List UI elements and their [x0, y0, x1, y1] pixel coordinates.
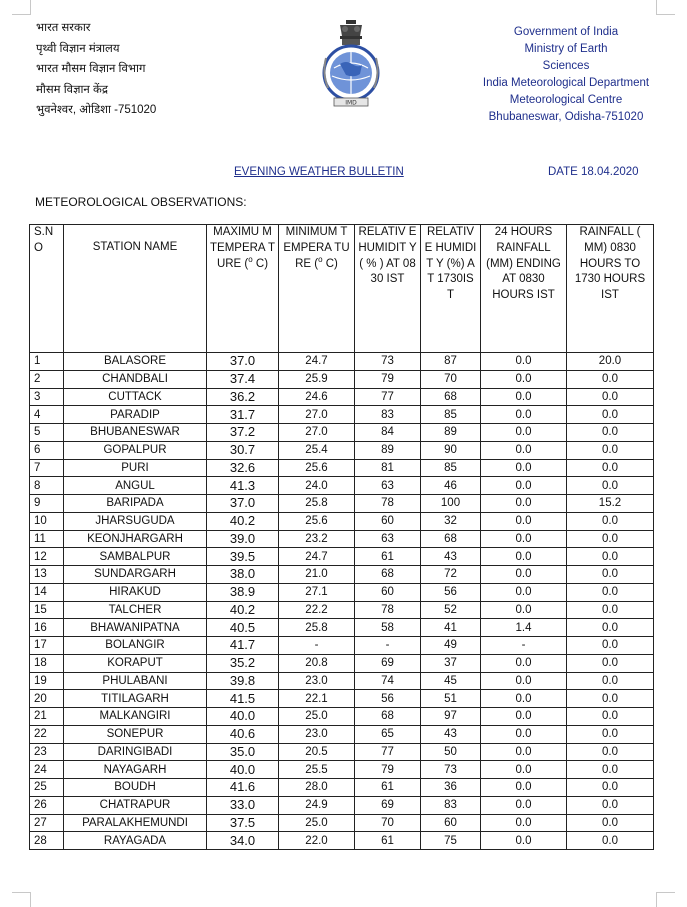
table-row [30, 388, 654, 406]
cell-min-temp: 24.9 [279, 796, 355, 814]
cell-rh-0830: 56 [355, 690, 421, 708]
cell-rh-1730: 43 [421, 725, 481, 743]
cell-sno: 22 [30, 725, 64, 743]
cell-rain-0830-1730: 0.0 [567, 637, 654, 655]
table-row [30, 477, 654, 495]
table-row [30, 619, 654, 637]
cell-rh-0830: 68 [355, 566, 421, 584]
cell-sno: 21 [30, 708, 64, 726]
table-row [30, 566, 654, 584]
cell-sno: 1 [30, 353, 64, 371]
cell-min-temp: 25.8 [279, 619, 355, 637]
cell-rh-1730: 37 [421, 654, 481, 672]
cell-rh-0830: 84 [355, 424, 421, 442]
cell-sno: 20 [30, 690, 64, 708]
cell-rh-0830: 79 [355, 370, 421, 388]
cell-rain-0830-1730: 0.0 [567, 406, 654, 424]
table-row [30, 743, 654, 761]
cell-sno: 19 [30, 672, 64, 690]
cell-min-temp: 28.0 [279, 779, 355, 797]
cell-min-temp: 27.0 [279, 424, 355, 442]
cell-rain-24h: 0.0 [481, 512, 567, 530]
cell-station: CUTTACK [64, 388, 207, 406]
cell-rh-0830: 74 [355, 672, 421, 690]
cell-station: HIRAKUD [64, 583, 207, 601]
cell-rain-24h: 0.0 [481, 725, 567, 743]
cell-max-temp: 33.0 [207, 796, 279, 814]
cell-min-temp: 25.9 [279, 370, 355, 388]
cell-min-temp: 22.2 [279, 601, 355, 619]
header-station-name: STATION NAME [64, 225, 207, 353]
cell-rh-0830: 89 [355, 441, 421, 459]
cell-sno: 5 [30, 424, 64, 442]
cell-rain-0830-1730: 0.0 [567, 424, 654, 442]
cell-rain-24h: 0.0 [481, 708, 567, 726]
cell-min-temp: 24.7 [279, 548, 355, 566]
table-row [30, 512, 654, 530]
cell-min-temp: 27.0 [279, 406, 355, 424]
cell-rh-0830: 60 [355, 512, 421, 530]
cell-rh-0830: 79 [355, 761, 421, 779]
table-row [30, 725, 654, 743]
cell-sno: 6 [30, 441, 64, 459]
table-row [30, 761, 654, 779]
bulletin-title: EVENING WEATHER BULLETIN [234, 166, 404, 178]
cell-rain-24h: 0.0 [481, 548, 567, 566]
cell-station: TITILAGARH [64, 690, 207, 708]
cell-rh-1730: 85 [421, 406, 481, 424]
cell-max-temp: 37.0 [207, 495, 279, 513]
cell-rain-0830-1730: 0.0 [567, 672, 654, 690]
cell-rain-24h: 0.0 [481, 388, 567, 406]
cell-min-temp: 23.2 [279, 530, 355, 548]
cell-rain-24h: 0.0 [481, 406, 567, 424]
cell-min-temp: 25.8 [279, 495, 355, 513]
cell-sno: 7 [30, 459, 64, 477]
cell-max-temp: 36.2 [207, 388, 279, 406]
cell-rh-0830: - [355, 637, 421, 655]
cell-station: PARALAKHEMUNDI [64, 814, 207, 832]
cell-rh-0830: 70 [355, 814, 421, 832]
header-rain-24h: 24 HOURS RAINFALL (MM) ENDING AT 0830 HOURS IST [481, 225, 567, 353]
cell-station: KEONJHARGARH [64, 530, 207, 548]
cell-station: BHAWANIPATNA [64, 619, 207, 637]
emblem-text: IMD [345, 99, 357, 107]
cell-rain-24h: 0.0 [481, 566, 567, 584]
cell-sno: 27 [30, 814, 64, 832]
table-row [30, 583, 654, 601]
cell-station: JHARSUGUDA [64, 512, 207, 530]
cell-max-temp: 31.7 [207, 406, 279, 424]
cell-rain-0830-1730: 0.0 [567, 654, 654, 672]
cell-rain-0830-1730: 0.0 [567, 779, 654, 797]
cell-rain-24h: 0.0 [481, 424, 567, 442]
cell-rh-1730: 45 [421, 672, 481, 690]
table-row [30, 353, 654, 371]
cell-rh-1730: 70 [421, 370, 481, 388]
cell-rh-1730: 87 [421, 353, 481, 371]
cell-rh-1730: 89 [421, 424, 481, 442]
cell-rh-0830: 83 [355, 406, 421, 424]
cell-station: PARADIP [64, 406, 207, 424]
cell-max-temp: 39.5 [207, 548, 279, 566]
cell-station: BHUBANESWAR [64, 424, 207, 442]
cell-station: SAMBALPUR [64, 548, 207, 566]
cell-rain-0830-1730: 0.0 [567, 619, 654, 637]
cell-rh-0830: 58 [355, 619, 421, 637]
cell-rh-0830: 77 [355, 388, 421, 406]
table-row [30, 459, 654, 477]
cell-min-temp: 25.0 [279, 708, 355, 726]
observations-table [29, 224, 654, 850]
cell-rain-0830-1730: 0.0 [567, 370, 654, 388]
english-line: India Meteorological Department [482, 77, 650, 89]
cell-rh-1730: 56 [421, 583, 481, 601]
cell-max-temp: 30.7 [207, 441, 279, 459]
cell-rh-1730: 83 [421, 796, 481, 814]
cell-rh-1730: 52 [421, 601, 481, 619]
cell-rain-0830-1730: 0.0 [567, 690, 654, 708]
cell-max-temp: 35.0 [207, 743, 279, 761]
cell-rh-1730: 85 [421, 459, 481, 477]
header-max-temp: MAXIMU M TEMPERA TURE ($^o$ C) [207, 225, 279, 353]
cell-max-temp: 40.0 [207, 761, 279, 779]
cell-rain-24h: 0.0 [481, 459, 567, 477]
table-row [30, 779, 654, 797]
table-row [30, 814, 654, 832]
cell-max-temp: 38.0 [207, 566, 279, 584]
cell-rain-24h: 0.0 [481, 832, 567, 850]
english-line: Bhubaneswar, Odisha-751020 [488, 111, 644, 123]
cell-station: TALCHER [64, 601, 207, 619]
cell-rh-0830: 78 [355, 495, 421, 513]
table-row [30, 548, 654, 566]
cell-rain-24h: 0.0 [481, 654, 567, 672]
cell-rh-0830: 63 [355, 530, 421, 548]
cell-min-temp: 25.6 [279, 512, 355, 530]
cell-max-temp: 41.7 [207, 637, 279, 655]
cell-min-temp: 21.0 [279, 566, 355, 584]
cell-sno: 2 [30, 370, 64, 388]
cell-max-temp: 32.6 [207, 459, 279, 477]
cell-rh-0830: 65 [355, 725, 421, 743]
cell-max-temp: 35.2 [207, 654, 279, 672]
english-line: Government of India [513, 26, 619, 38]
cell-sno: 11 [30, 530, 64, 548]
cell-rain-24h: 0.0 [481, 601, 567, 619]
cell-max-temp: 41.6 [207, 779, 279, 797]
cell-rh-0830: 61 [355, 832, 421, 850]
cell-min-temp: 22.1 [279, 690, 355, 708]
cell-rh-1730: 49 [421, 637, 481, 655]
english-line: Meteorological Centre [509, 94, 623, 106]
hindi-line: भारत सरकार [36, 22, 91, 34]
cell-max-temp: 37.0 [207, 353, 279, 371]
cell-rain-0830-1730: 0.0 [567, 796, 654, 814]
cell-min-temp: 23.0 [279, 672, 355, 690]
cell-rh-1730: 73 [421, 761, 481, 779]
hindi-line: पृथ्वी विज्ञान मंत्रालय [36, 42, 120, 55]
table-row [30, 708, 654, 726]
cell-min-temp: 27.1 [279, 583, 355, 601]
cell-rain-0830-1730: 0.0 [567, 832, 654, 850]
cell-min-temp: 25.0 [279, 814, 355, 832]
cell-rain-24h: 0.0 [481, 761, 567, 779]
cell-rh-1730: 68 [421, 388, 481, 406]
cell-max-temp: 38.9 [207, 583, 279, 601]
cell-min-temp: 23.0 [279, 725, 355, 743]
cell-max-temp: 40.6 [207, 725, 279, 743]
cell-rh-1730: 32 [421, 512, 481, 530]
table-row [30, 690, 654, 708]
cell-max-temp: 39.8 [207, 672, 279, 690]
cell-rain-24h: 0.0 [481, 814, 567, 832]
table-row [30, 637, 654, 655]
cell-station: NAYAGARH [64, 761, 207, 779]
cell-rain-0830-1730: 0.0 [567, 708, 654, 726]
cell-station: PURI [64, 459, 207, 477]
cell-rh-1730: 51 [421, 690, 481, 708]
cell-sno: 25 [30, 779, 64, 797]
cell-rain-0830-1730: 0.0 [567, 761, 654, 779]
cell-rain-24h: 0.0 [481, 370, 567, 388]
cell-rh-1730: 50 [421, 743, 481, 761]
cell-rh-1730: 43 [421, 548, 481, 566]
table-row [30, 601, 654, 619]
cell-rh-1730: 90 [421, 441, 481, 459]
cell-rain-24h: 0.0 [481, 690, 567, 708]
cell-rh-1730: 46 [421, 477, 481, 495]
cell-min-temp: - [279, 637, 355, 655]
cell-sno: 10 [30, 512, 64, 530]
cell-sno: 9 [30, 495, 64, 513]
cell-min-temp: 20.5 [279, 743, 355, 761]
cell-rain-0830-1730: 0.0 [567, 512, 654, 530]
cell-max-temp: 34.0 [207, 832, 279, 850]
cell-min-temp: 22.0 [279, 832, 355, 850]
cell-sno: 14 [30, 583, 64, 601]
table-row [30, 530, 654, 548]
header-rain-0830-1730: RAINFALL ( MM) 0830 HOURS TO 1730 HOURS IST [567, 225, 654, 353]
imd-emblem-icon [316, 18, 386, 110]
english-line: Ministry of Earth [524, 43, 608, 55]
cell-sno: 3 [30, 388, 64, 406]
header-rh-0830: RELATIV E HUMIDIT Y ( % ) AT 0830 IST [355, 225, 421, 353]
cell-rh-1730: 75 [421, 832, 481, 850]
cell-sno: 26 [30, 796, 64, 814]
cell-station: DARINGIBADI [64, 743, 207, 761]
cell-station: GOPALPUR [64, 441, 207, 459]
cell-rh-0830: 77 [355, 743, 421, 761]
cell-rain-0830-1730: 20.0 [567, 353, 654, 371]
cell-max-temp: 40.2 [207, 512, 279, 530]
cell-max-temp: 37.4 [207, 370, 279, 388]
cell-station: SUNDARGARH [64, 566, 207, 584]
cell-rh-0830: 60 [355, 583, 421, 601]
cell-sno: 8 [30, 477, 64, 495]
cell-rh-1730: 100 [421, 495, 481, 513]
cell-sno: 28 [30, 832, 64, 850]
cell-rh-1730: 41 [421, 619, 481, 637]
cell-station: CHANDBALI [64, 370, 207, 388]
header-min-temp: MINIMUM TEMPERA TURE ($^o$ C) [279, 225, 355, 353]
cell-min-temp: 24.6 [279, 388, 355, 406]
cell-rain-24h: 0.0 [481, 779, 567, 797]
cell-min-temp: 25.4 [279, 441, 355, 459]
cell-rh-0830: 81 [355, 459, 421, 477]
cell-min-temp: 24.0 [279, 477, 355, 495]
cell-rain-0830-1730: 0.0 [567, 477, 654, 495]
cell-min-temp: 24.7 [279, 353, 355, 371]
cell-rh-1730: 72 [421, 566, 481, 584]
cell-rain-24h: - [481, 637, 567, 655]
cell-sno: 18 [30, 654, 64, 672]
bulletin-date: DATE 18.04.2020 [548, 166, 639, 178]
crop-mark-top-right [656, 0, 675, 15]
cell-min-temp: 25.6 [279, 459, 355, 477]
cell-sno: 24 [30, 761, 64, 779]
header-sno: S.N O [30, 225, 64, 353]
cell-max-temp: 37.2 [207, 424, 279, 442]
cell-rh-0830: 63 [355, 477, 421, 495]
cell-sno: 12 [30, 548, 64, 566]
cell-sno: 15 [30, 601, 64, 619]
cell-rain-24h: 0.0 [481, 583, 567, 601]
cell-sno: 23 [30, 743, 64, 761]
cell-rain-0830-1730: 0.0 [567, 388, 654, 406]
hindi-address-block [36, 18, 156, 121]
cell-station: BOLANGIR [64, 637, 207, 655]
cell-station: BALASORE [64, 353, 207, 371]
section-title: METEOROLOGICAL OBSERVATIONS: [35, 195, 247, 209]
english-line: Sciences [542, 60, 590, 72]
cell-station: MALKANGIRI [64, 708, 207, 726]
hindi-line: मौसम विज्ञान केंद्र [36, 83, 108, 96]
cell-max-temp: 41.5 [207, 690, 279, 708]
cell-rh-0830: 78 [355, 601, 421, 619]
cell-rain-0830-1730: 0.0 [567, 530, 654, 548]
cell-rain-0830-1730: 0.0 [567, 441, 654, 459]
cell-rain-0830-1730: 0.0 [567, 743, 654, 761]
table-row [30, 495, 654, 513]
cell-station: PHULABANI [64, 672, 207, 690]
cell-max-temp: 40.5 [207, 619, 279, 637]
cell-rh-0830: 61 [355, 548, 421, 566]
cell-max-temp: 41.3 [207, 477, 279, 495]
table-row [30, 672, 654, 690]
hindi-line: भुवनेश्वर, ओडिशा -751020 [36, 104, 157, 116]
cell-station: ANGUL [64, 477, 207, 495]
table-row [30, 832, 654, 850]
cell-station: SONEPUR [64, 725, 207, 743]
cell-sno: 17 [30, 637, 64, 655]
cell-max-temp: 40.0 [207, 708, 279, 726]
table-row [30, 406, 654, 424]
cell-rain-0830-1730: 0.0 [567, 548, 654, 566]
cell-rain-24h: 0.0 [481, 495, 567, 513]
cell-rh-0830: 69 [355, 796, 421, 814]
table-row [30, 796, 654, 814]
cell-sno: 13 [30, 566, 64, 584]
english-address-block [466, 24, 666, 126]
cell-station: BOUDH [64, 779, 207, 797]
table-row [30, 424, 654, 442]
cell-rain-24h: 0.0 [481, 353, 567, 371]
cell-rain-0830-1730: 0.0 [567, 814, 654, 832]
cell-rh-0830: 61 [355, 779, 421, 797]
cell-station: KORAPUT [64, 654, 207, 672]
cell-rain-24h: 0.0 [481, 477, 567, 495]
cell-min-temp: 20.8 [279, 654, 355, 672]
cell-rain-0830-1730: 0.0 [567, 566, 654, 584]
cell-station: CHATRAPUR [64, 796, 207, 814]
cell-sno: 4 [30, 406, 64, 424]
cell-rh-0830: 68 [355, 708, 421, 726]
table-row [30, 370, 654, 388]
cell-rain-0830-1730: 0.0 [567, 583, 654, 601]
crop-mark-top-left [12, 0, 31, 15]
cell-rh-0830: 73 [355, 353, 421, 371]
cell-rh-1730: 36 [421, 779, 481, 797]
cell-rh-1730: 68 [421, 530, 481, 548]
crop-mark-bottom-left [12, 892, 31, 907]
cell-rain-24h: 0.0 [481, 441, 567, 459]
cell-max-temp: 37.5 [207, 814, 279, 832]
cell-rain-24h: 0.0 [481, 672, 567, 690]
cell-rain-24h: 1.4 [481, 619, 567, 637]
hindi-line: भारत मौसम विज्ञान विभाग [36, 63, 146, 75]
cell-rh-1730: 97 [421, 708, 481, 726]
cell-rain-24h: 0.0 [481, 530, 567, 548]
cell-rain-0830-1730: 15.2 [567, 495, 654, 513]
cell-rain-0830-1730: 0.0 [567, 725, 654, 743]
table-row [30, 441, 654, 459]
cell-sno: 16 [30, 619, 64, 637]
cell-rh-1730: 60 [421, 814, 481, 832]
header-rh-1730: RELATIV E HUMIDIT Y (%) AT 1730IST [421, 225, 481, 353]
table-header-row [30, 225, 654, 353]
cell-rh-0830: 69 [355, 654, 421, 672]
cell-rain-0830-1730: 0.0 [567, 601, 654, 619]
cell-station: RAYAGADA [64, 832, 207, 850]
cell-station: BARIPADA [64, 495, 207, 513]
cell-max-temp: 39.0 [207, 530, 279, 548]
cell-rain-24h: 0.0 [481, 796, 567, 814]
cell-min-temp: 25.5 [279, 761, 355, 779]
cell-max-temp: 40.2 [207, 601, 279, 619]
table-row [30, 654, 654, 672]
crop-mark-bottom-right [656, 892, 675, 907]
cell-rain-24h: 0.0 [481, 743, 567, 761]
cell-rain-0830-1730: 0.0 [567, 459, 654, 477]
